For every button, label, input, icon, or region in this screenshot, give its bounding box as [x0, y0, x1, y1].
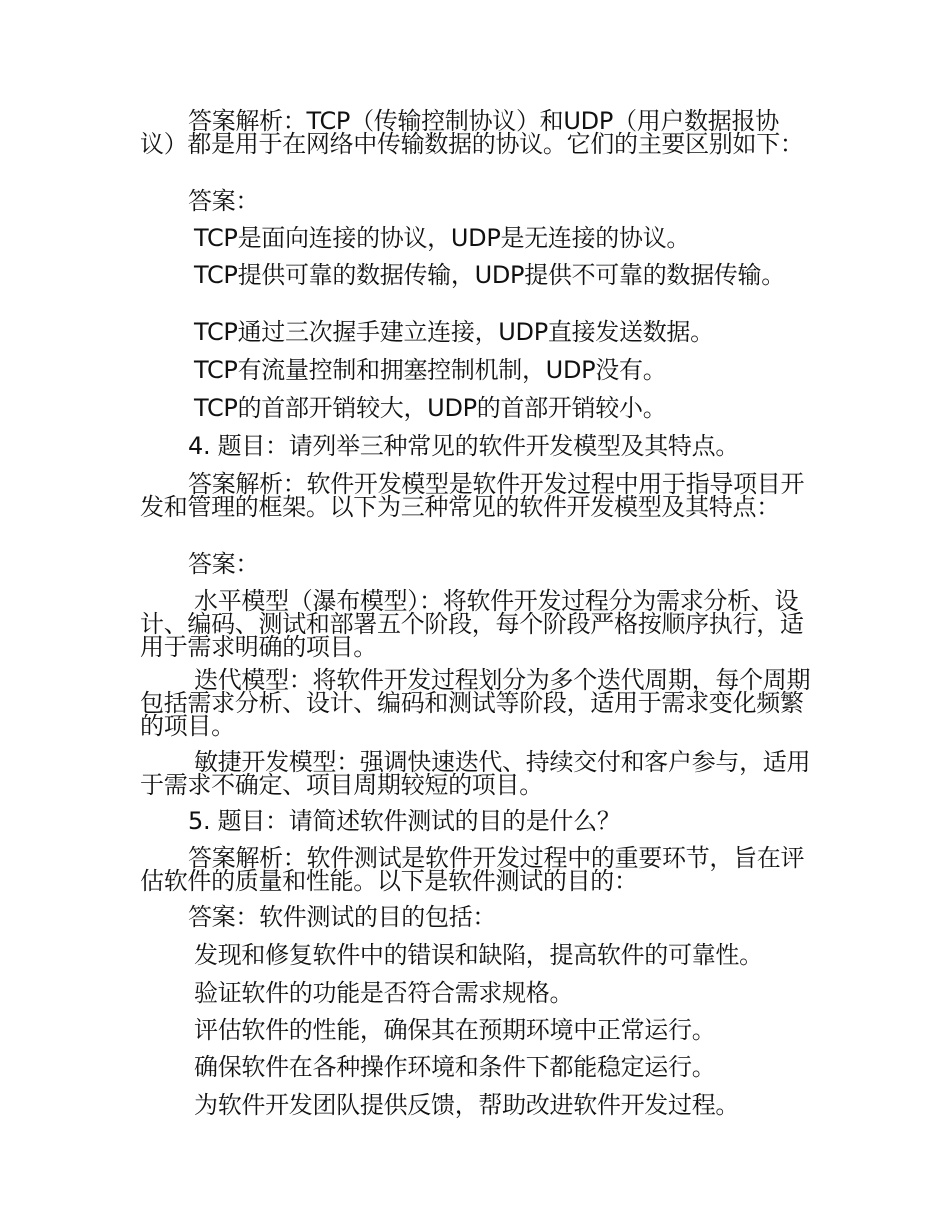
paragraph: 评估软件的性能，确保其在预期环境中正常运行。	[194, 1016, 716, 1044]
paragraph: 答案：	[188, 550, 260, 578]
paragraph: TCP通过三次握手建立连接，UDP直接发送数据。	[194, 318, 714, 346]
paragraph: TCP是面向连接的协议，UDP是无连接的协议。	[194, 224, 691, 252]
paragraph: 答案：	[188, 187, 260, 215]
paragraph: 敏捷开发模型：强调快速迭代、持续交付和客户参与，适用于需求不确定、项目周期较短的项目。	[140, 748, 811, 799]
paragraph: 答案：软件测试的目的包括：	[188, 903, 497, 931]
paragraph: 4. 题目：请列举三种常见的软件开发模型及其特点。	[188, 432, 740, 460]
paragraph: 5. 题目：请简述软件测试的目的是什么？	[188, 807, 621, 835]
paragraph: TCP的首部开销较大，UDP的首部开销较小。	[194, 394, 667, 422]
paragraph: 答案解析：软件测试是软件开发过程中的重要环节，旨在评估软件的质量和性能。以下是软件测试的目的：	[140, 844, 805, 895]
paragraph: 为软件开发团队提供反馈，帮助改进软件开发过程。	[194, 1091, 740, 1119]
paragraph: 水平模型（瀑布模型）：将软件开发过程分为需求分析、设计、编码、测试和部署五个阶段，每个阶段严格按顺序执行，适用于需求明确的项目。	[140, 587, 804, 661]
paragraph: 验证软件的功能是否符合需求规格。	[194, 979, 574, 1007]
paragraph: 答案解析：软件开发模型是软件开发过程中用于指导项目开发和管理的框架。以下为三种常见的软件开发模型及其特点：	[140, 470, 805, 521]
paragraph: TCP有流量控制和拥塞控制机制，UDP没有。	[194, 356, 667, 384]
paragraph: 答案解析：TCP（传输控制协议）和UDP（用户数据报协议）都是用于在网络中传输数据的协议。它们的主要区别如下：	[140, 107, 804, 158]
paragraph: 发现和修复软件中的错误和缺陷，提高软件的可靠性。	[194, 941, 763, 969]
paragraph: 迭代模型：将软件开发过程划分为多个迭代周期，每个周期包括需求分析、设计、编码和测试等阶段，适用于需求变化频繁的项目。	[140, 666, 811, 740]
paragraph: TCP提供可靠的数据传输，UDP提供不可靠的数据传输。	[194, 261, 785, 289]
paragraph: 确保软件在各种操作环境和条件下都能稳定运行。	[194, 1053, 716, 1081]
